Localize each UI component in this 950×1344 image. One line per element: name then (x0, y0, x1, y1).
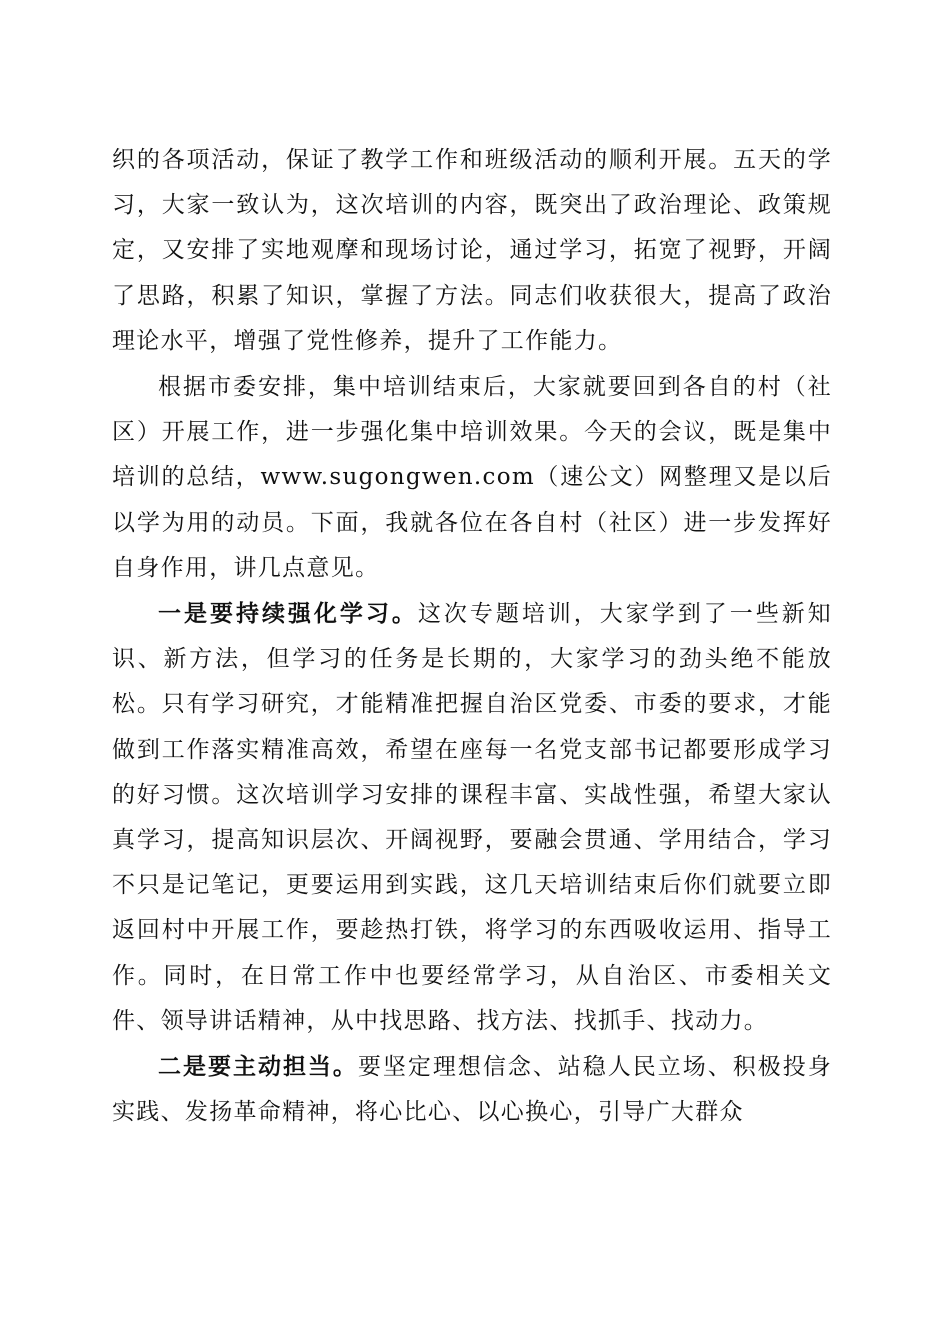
document-body (112, 137, 832, 1135)
paragraph-3-text: 这次专题培训，大家学到了一些新知识、新方法，但学习的任务是长期的，大家学习的劲头绝不能放松。只有学习研究，才能精准把握自治区党委、市委的要求，才能做到工作落实精准高效，希望在座每一名党支部书记都要形成学习的好习惯。这次培训学习安排的课程丰富、实战性强，希望大家认真学习，提高知识层次、开阔视野，要融会贯通、学用结合，学习不只是记笔记，更要运用到实践，这几天培训结束后你们就要立即返回村中开展工作，要趁热打铁，将学习的东西吸收运用、指导工作。同时，在日常工作中也要经常学习，从自治区、市委相关文件、领导讲话精神，从中找思路、找方法、找抓手、找动力。 (112, 601, 832, 1034)
paragraph-2-text: 根据市委安排，集中培训结束后，大家就要回到各自的村（社区）开展工作，进一步强化集中培训效果。今天的会议，既是集中培训的总结，www.sugongwen.com（速公文）网整理又是以后以学为用的动员。下面，我就各位在各自村（社区）进一步发挥好自身作用，讲几点意见。 (112, 374, 832, 581)
paragraph-3-lead: 一是要持续强化学习。 (158, 600, 418, 628)
paragraph-2 (112, 364, 832, 591)
paragraph-3 (112, 591, 832, 1044)
paragraph-1 (112, 137, 832, 364)
paragraph-4-text: 要坚定理想信念、站稳人民立场、积极投身实践、发扬革命精神，将心比心、以心换心，引导广大群众 (112, 1054, 832, 1126)
paragraph-4-lead: 二是要主动担当。 (158, 1053, 358, 1081)
paragraph-4 (112, 1044, 832, 1135)
paragraph-1-text: 织的各项活动，保证了教学工作和班级活动的顺利开展。五天的学习，大家一致认为，这次培训的内容，既突出了政治理论、政策规定，又安排了实地观摩和现场讨论，通过学习，拓宽了视野，开阔了思路，积累了知识，掌握了方法。同志们收获很大，提高了政治理论水平，增强了党性修养，提升了工作能力。 (112, 147, 832, 354)
